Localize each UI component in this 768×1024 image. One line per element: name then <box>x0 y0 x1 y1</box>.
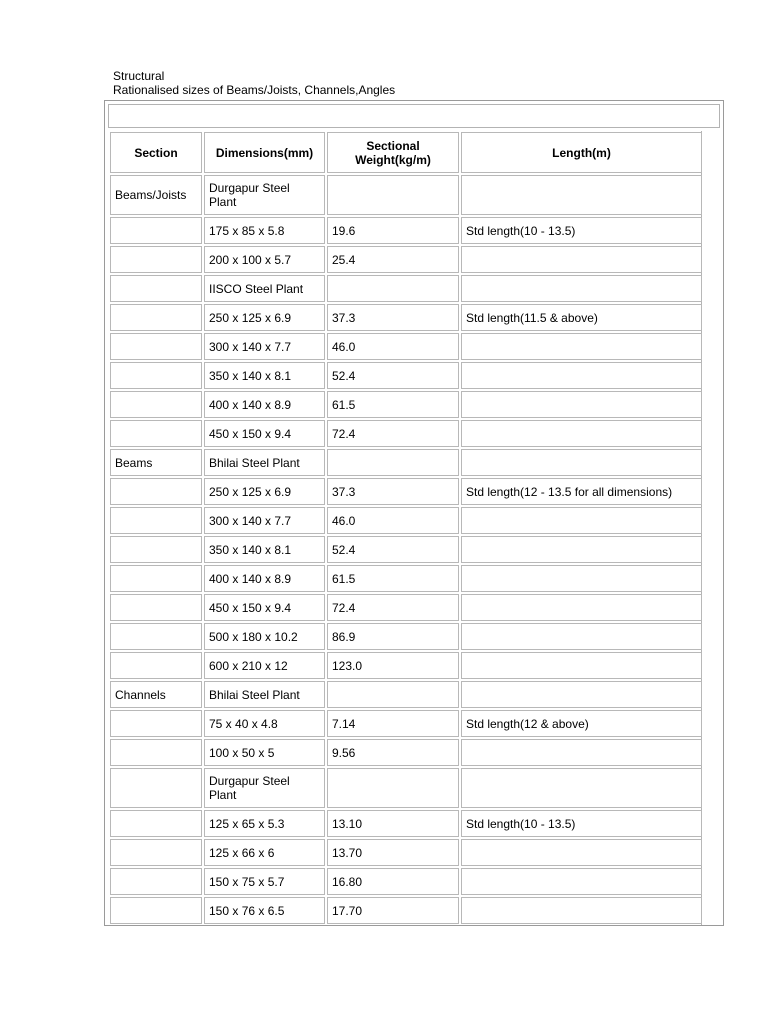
cell-section <box>110 275 202 302</box>
cell-length <box>461 565 702 592</box>
cell-length <box>461 362 702 389</box>
cell-dimensions: Bhilai Steel Plant <box>204 681 325 708</box>
cell-weight: 13.10 <box>327 810 459 837</box>
cell-dimensions: 600 x 210 x 12 <box>204 652 325 679</box>
cell-section <box>110 897 202 924</box>
heading-line-subtitle: Rationalised sizes of Beams/Joists, Channels,Angles <box>113 83 396 97</box>
cell-weight: 9.56 <box>327 739 459 766</box>
cell-section <box>110 391 202 418</box>
cell-weight: 19.6 <box>327 217 459 244</box>
cell-weight: 86.9 <box>327 623 459 650</box>
cell-section <box>110 868 202 895</box>
cell-section <box>110 333 202 360</box>
table-row <box>110 478 702 505</box>
cell-dimensions: IISCO Steel Plant <box>204 275 325 302</box>
cell-section <box>110 768 202 808</box>
header-dimensions: Dimensions(mm) <box>204 132 325 173</box>
steel-sections-table <box>108 130 704 926</box>
cell-length: Std length(10 - 13.5) <box>461 217 702 244</box>
cell-length <box>461 681 702 708</box>
cell-section <box>110 536 202 563</box>
cell-dimensions: 350 x 140 x 8.1 <box>204 536 325 563</box>
table-row <box>110 304 702 331</box>
table-row <box>110 275 702 302</box>
cell-section <box>110 507 202 534</box>
table-row <box>110 362 702 389</box>
table-row <box>110 681 702 708</box>
cell-length <box>461 652 702 679</box>
cell-dimensions: 450 x 150 x 9.4 <box>204 594 325 621</box>
table-row <box>110 420 702 447</box>
cell-length <box>461 420 702 447</box>
table-header-row <box>110 132 702 173</box>
cell-section <box>110 362 202 389</box>
header-length: Length(m) <box>461 132 702 173</box>
cell-section <box>110 420 202 447</box>
cell-dimensions: 125 x 65 x 5.3 <box>204 810 325 837</box>
cell-weight <box>327 681 459 708</box>
cell-weight <box>327 275 459 302</box>
cell-length <box>461 275 702 302</box>
table-row <box>110 710 702 737</box>
cell-dimensions: 500 x 180 x 10.2 <box>204 623 325 650</box>
cell-section <box>110 217 202 244</box>
cell-weight: 46.0 <box>327 507 459 534</box>
cell-section <box>110 739 202 766</box>
cell-length <box>461 536 702 563</box>
cell-length <box>461 333 702 360</box>
cell-weight <box>327 175 459 215</box>
cell-dimensions: 450 x 150 x 9.4 <box>204 420 325 447</box>
cell-dimensions: 175 x 85 x 5.8 <box>204 217 325 244</box>
cell-weight: 7.14 <box>327 710 459 737</box>
cell-dimensions: 75 x 40 x 4.8 <box>204 710 325 737</box>
cell-section <box>110 478 202 505</box>
cell-section <box>110 652 202 679</box>
cell-dimensions: 400 x 140 x 8.9 <box>204 391 325 418</box>
cell-weight: 17.70 <box>327 897 459 924</box>
cell-section: Channels <box>110 681 202 708</box>
table-caption-box <box>108 104 720 128</box>
table-row <box>110 175 702 215</box>
table-row <box>110 449 702 476</box>
table-row <box>110 810 702 837</box>
cell-dimensions: 150 x 75 x 5.7 <box>204 868 325 895</box>
cell-section <box>110 710 202 737</box>
cell-dimensions: Bhilai Steel Plant <box>204 449 325 476</box>
cell-dimensions: 200 x 100 x 5.7 <box>204 246 325 273</box>
table-row <box>110 839 702 866</box>
cell-length <box>461 868 702 895</box>
cell-dimensions: 300 x 140 x 7.7 <box>204 507 325 534</box>
cell-weight: 61.5 <box>327 565 459 592</box>
cell-weight: 72.4 <box>327 594 459 621</box>
cell-length: Std length(10 - 13.5) <box>461 810 702 837</box>
table-row <box>110 594 702 621</box>
table-row <box>110 623 702 650</box>
header-section: Section <box>110 132 202 173</box>
table-row <box>110 739 702 766</box>
cell-dimensions: 150 x 76 x 6.5 <box>204 897 325 924</box>
cell-weight <box>327 449 459 476</box>
cell-section <box>110 565 202 592</box>
cell-length <box>461 391 702 418</box>
table-row <box>110 868 702 895</box>
table-row <box>110 391 702 418</box>
cell-weight: 52.4 <box>327 362 459 389</box>
cell-dimensions: 250 x 125 x 6.9 <box>204 478 325 505</box>
cell-length: Std length(12 - 13.5 for all dimensions) <box>461 478 702 505</box>
cell-weight: 16.80 <box>327 868 459 895</box>
cell-section <box>110 304 202 331</box>
cell-weight: 61.5 <box>327 391 459 418</box>
table-frame <box>104 100 724 926</box>
table-row <box>110 217 702 244</box>
cell-dimensions: 125 x 66 x 6 <box>204 839 325 866</box>
header-sectional-weight: Sectional Weight(kg/m) <box>327 132 459 173</box>
cell-length <box>461 449 702 476</box>
cell-dimensions: 100 x 50 x 5 <box>204 739 325 766</box>
cell-length: Std length(11.5 & above) <box>461 304 702 331</box>
cell-length <box>461 175 702 215</box>
cell-weight: 52.4 <box>327 536 459 563</box>
cell-length <box>461 246 702 273</box>
cell-length <box>461 739 702 766</box>
cell-weight: 37.3 <box>327 478 459 505</box>
table-row <box>110 565 702 592</box>
cell-weight: 72.4 <box>327 420 459 447</box>
table-row <box>110 333 702 360</box>
cell-length <box>461 839 702 866</box>
cell-length: Std length(12 & above) <box>461 710 702 737</box>
cell-length <box>461 623 702 650</box>
table-row <box>110 652 702 679</box>
table-row <box>110 768 702 808</box>
cell-weight: 13.70 <box>327 839 459 866</box>
cell-weight: 46.0 <box>327 333 459 360</box>
cell-section <box>110 594 202 621</box>
cell-section: Beams <box>110 449 202 476</box>
table-row <box>110 536 702 563</box>
cell-weight: 25.4 <box>327 246 459 273</box>
cell-length <box>461 594 702 621</box>
table-row <box>110 507 702 534</box>
cell-dimensions: 300 x 140 x 7.7 <box>204 333 325 360</box>
cell-length <box>461 897 702 924</box>
cell-length <box>461 507 702 534</box>
cell-dimensions: 350 x 140 x 8.1 <box>204 362 325 389</box>
cell-section: Beams/Joists <box>110 175 202 215</box>
cell-weight: 37.3 <box>327 304 459 331</box>
heading-line-structural: Structural <box>113 69 165 83</box>
cell-dimensions: Durgapur Steel Plant <box>204 175 325 215</box>
cell-length <box>461 768 702 808</box>
cell-weight <box>327 768 459 808</box>
cell-section <box>110 810 202 837</box>
table-row <box>110 897 702 924</box>
cell-weight: 123.0 <box>327 652 459 679</box>
cell-section <box>110 839 202 866</box>
cell-section <box>110 623 202 650</box>
cell-dimensions: Durgapur Steel Plant <box>204 768 325 808</box>
document-heading <box>113 69 395 97</box>
cell-dimensions: 400 x 140 x 8.9 <box>204 565 325 592</box>
table-row <box>110 246 702 273</box>
cell-section <box>110 246 202 273</box>
cell-dimensions: 250 x 125 x 6.9 <box>204 304 325 331</box>
